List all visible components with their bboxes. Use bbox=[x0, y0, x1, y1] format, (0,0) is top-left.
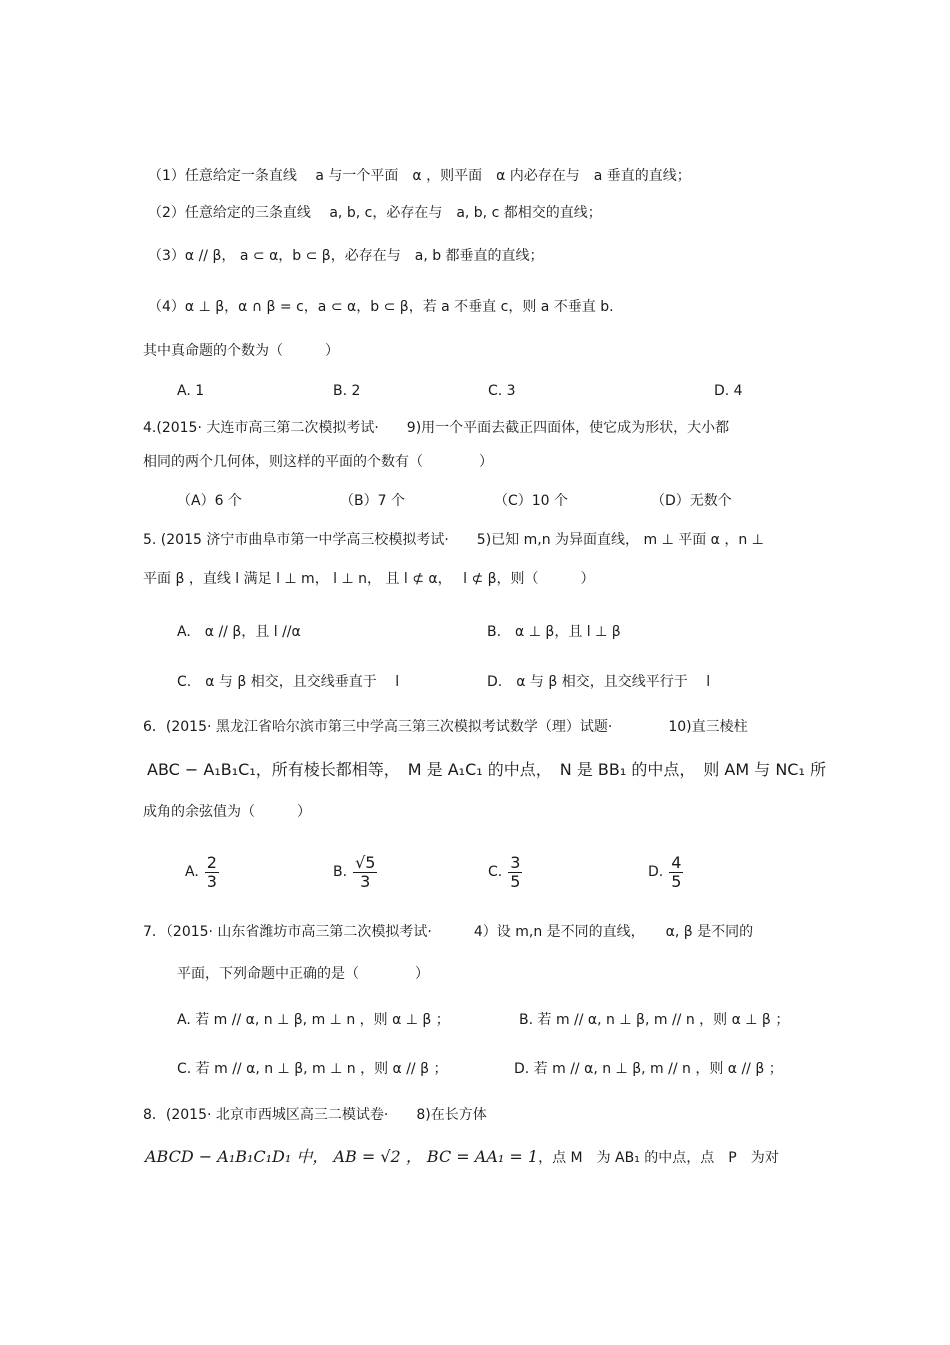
q3-stem: 其中真命题的个数为（ ） bbox=[143, 343, 339, 359]
option-label: C. bbox=[488, 864, 503, 880]
q6-option-d bbox=[648, 850, 683, 894]
option-label: D. bbox=[648, 864, 664, 880]
denominator: 3 bbox=[206, 871, 217, 891]
q7-option-c: C. 若 m // α, n ⊥ β, m ⊥ n ，则 α // β ； bbox=[177, 1061, 448, 1077]
proposition-1: （1）任意给定一条直线 a 与一个平面 α ，则平面 α 内必存在与 a 垂直的直线； bbox=[148, 168, 691, 184]
denominator: 3 bbox=[360, 871, 371, 891]
q7-line-2: 平面，下列命题中正确的是（ ） bbox=[177, 966, 429, 982]
q6-line-3: 成角的余弦值为（ ） bbox=[143, 804, 311, 820]
fraction bbox=[669, 854, 683, 891]
proposition-4: （4）α ⊥ β，α ∩ β = c，a ⊂ α，b ⊂ β，若 a 不垂直 c，则 a 不垂直 b. bbox=[148, 299, 614, 315]
q5-option-b: B. α ⊥ β，且 l ⊥ β bbox=[487, 624, 621, 640]
proposition-2: （2）任意给定的三条直线 a, b, c，必存在与 a, b, c 都相交的直线； bbox=[148, 205, 602, 221]
q4-option-a: （A）6 个 bbox=[177, 493, 242, 509]
q6-line-2: ABC − A₁B₁C₁，所有棱长都相等， M 是 A₁C₁ 的中点， N 是 BB₁ 的中点， 则 AM 与 NC₁ 所 bbox=[147, 760, 826, 779]
q5-option-a: A. α // β，且 l //α bbox=[177, 624, 301, 640]
q4-option-d: （D）无数个 bbox=[651, 493, 732, 509]
numerator: √5 bbox=[355, 852, 376, 872]
q8-formula: ABCD − A₁B₁C₁D₁ 中， AB = √2 ， BC = AA₁ = 1 bbox=[145, 1147, 539, 1166]
numerator: 2 bbox=[206, 852, 217, 872]
q8-line-1: 8．(2015· 北京市西城区高三二模试卷· 8)在长方体 bbox=[143, 1107, 487, 1123]
q5-option-c: C. α 与 β 相交，且交线垂直于 l bbox=[177, 674, 400, 690]
q7-option-b: B. 若 m // α, n ⊥ β, m // n ，则 α ⊥ β ； bbox=[519, 1012, 790, 1028]
fraction bbox=[508, 854, 522, 891]
q3-option-a: A. 1 bbox=[177, 383, 205, 399]
q4-option-b: （B）7 个 bbox=[340, 493, 405, 509]
q7-option-d: D. 若 m // α, n ⊥ β, m // n ，则 α // β ； bbox=[514, 1061, 783, 1077]
proposition-3: （3）α // β， a ⊂ α，b ⊂ β，必存在与 a, b 都垂直的直线； bbox=[148, 248, 544, 264]
q6-option-b bbox=[333, 850, 377, 894]
q6-line-1: 6．(2015· 黑龙江省哈尔滨市第三中学高三第三次模拟考试数学（理）试题· 10)直三棱柱 bbox=[143, 719, 748, 735]
q5-option-d: D. α 与 β 相交，且交线平行于 l bbox=[487, 674, 711, 690]
q7-line-1: 7．（2015· 山东省潍坊市高三第二次模拟考试· 4）设 m,n 是不同的直线， α, β 是不同的 bbox=[143, 924, 754, 940]
option-label: B. bbox=[333, 864, 348, 880]
option-label: A. bbox=[185, 864, 199, 880]
q5-line-1: 5. (2015 济宁市曲阜市第一中学高三校模拟考试· 5)已知 m,n 为异面直线， m ⊥ 平面 α ，n ⊥ bbox=[143, 532, 764, 548]
denominator: 5 bbox=[510, 871, 521, 891]
numerator: 4 bbox=[671, 852, 682, 872]
q8-line-2 bbox=[145, 1147, 779, 1168]
q7-option-a: A. 若 m // α, n ⊥ β, m ⊥ n ，则 α ⊥ β ； bbox=[177, 1012, 450, 1028]
q4-option-c: （C）10 个 bbox=[494, 493, 569, 509]
q5-line-2: 平面 β ，直线 l 满足 l ⊥ m， l ⊥ n， 且 l ⊄ α， l ⊄ β，则（ ） bbox=[143, 571, 595, 587]
q8-text: ，点 M 为 AB₁ 的中点，点 P 为对 bbox=[538, 1150, 779, 1166]
fraction bbox=[205, 854, 219, 891]
numerator: 3 bbox=[510, 852, 521, 872]
q6-option-a bbox=[185, 850, 219, 894]
q3-option-c: C. 3 bbox=[488, 383, 516, 399]
q3-option-b: B. 2 bbox=[333, 383, 361, 399]
q4-line-1: 4.(2015· 大连市高三第二次模拟考试· 9)用一个平面去截正四面体，使它成为形状，大小都 bbox=[143, 420, 730, 436]
q3-option-d: D. 4 bbox=[714, 383, 743, 399]
q6-option-c bbox=[488, 850, 522, 894]
q4-line-2: 相同的两个几何体，则这样的平面的个数有（ ） bbox=[143, 454, 493, 470]
denominator: 5 bbox=[671, 871, 682, 891]
fraction bbox=[353, 854, 377, 891]
